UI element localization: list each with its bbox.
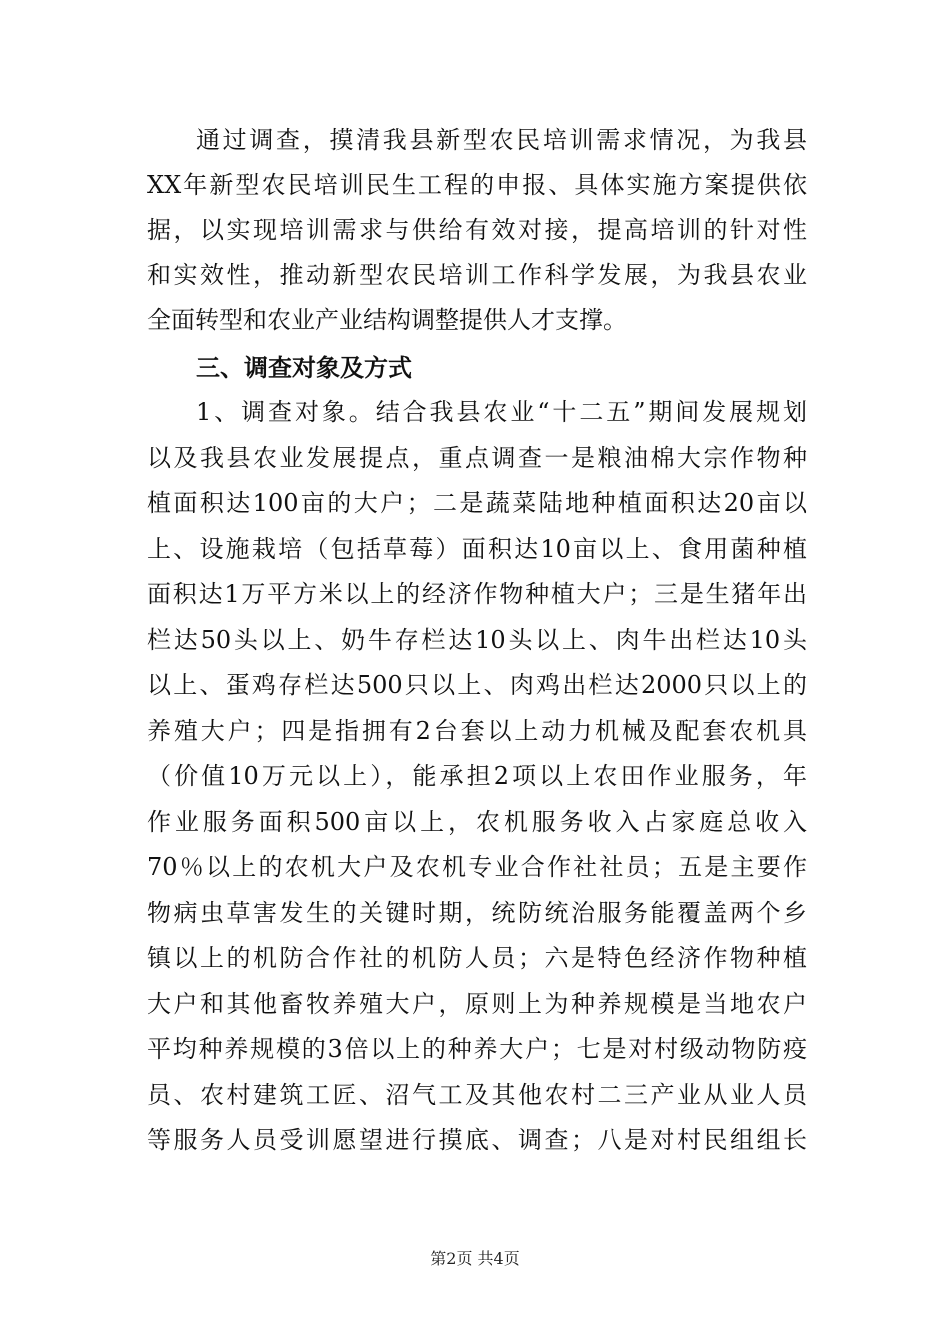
page-number: 第2页 共4页 bbox=[430, 1249, 520, 1268]
paragraph-line: 以上、蛋鸡存栏达500只以上、肉鸡出栏达2000只以上的 bbox=[147, 671, 807, 699]
paragraph-line: 据，以实现培训需求与供给有效对接，提高培训的针对性 bbox=[147, 216, 807, 244]
paragraph-line: 全面转型和农业产业结构调整提供人才支撑。 bbox=[147, 306, 627, 334]
paragraph-line: 70％以上的农机大户及农机专业合作社社员；五是主要作 bbox=[147, 853, 807, 881]
paragraph-line: 以及我县农业发展提点，重点调查一是粮油棉大宗作物种 bbox=[147, 444, 807, 472]
paragraph-line: 大户和其他畜牧养殖大户，原则上为种养规模是当地农户 bbox=[147, 990, 807, 1018]
paragraph-line: 物病虫草害发生的关键时期，统防统治服务能覆盖两个乡 bbox=[147, 899, 807, 927]
paragraph-line: 和实效性，推动新型农民培训工作科学发展，为我县农业 bbox=[147, 261, 807, 289]
paragraph-line: 面积达1万平方米以上的经济作物种植大户；三是生猪年出 bbox=[147, 580, 807, 608]
paragraph-line: 栏达50头以上、奶牛存栏达10头以上、肉牛出栏达10头 bbox=[147, 626, 807, 654]
paragraph-line: 作业服务面积500亩以上，农机服务收入占家庭总收入 bbox=[147, 808, 807, 836]
paragraph-line: XX年新型农民培训民生工程的申报、具体实施方案提供依 bbox=[147, 171, 807, 199]
paragraph-line: 镇以上的机防合作社的机防人员；六是特色经济作物种植 bbox=[147, 944, 807, 972]
paragraph-line: 员、农村建筑工匠、沼气工及其他农村二三产业从业人员 bbox=[147, 1081, 807, 1109]
paragraph-line: 平均种养规模的3倍以上的种养大户；七是对村级动物防疫 bbox=[147, 1035, 807, 1063]
section-heading: 三、调查对象及方式 bbox=[196, 354, 412, 382]
paragraph-line: 养殖大户；四是指拥有2台套以上动力机械及配套农机具 bbox=[147, 717, 807, 745]
paragraph-line: 1、调查对象。结合我县农业“十二五”期间发展规划 bbox=[196, 398, 807, 426]
paragraph-line: 植面积达100亩的大户；二是蔬菜陆地种植面积达20亩以 bbox=[147, 489, 807, 517]
paragraph-line: 上、设施栽培（包括草莓）面积达10亩以上、食用菌种植 bbox=[147, 535, 807, 563]
paragraph-line: 通过调查，摸清我县新型农民培训需求情况，为我县 bbox=[196, 126, 807, 154]
paragraph-line: （价值10万元以上），能承担2项以上农田作业服务，年 bbox=[147, 762, 807, 790]
paragraph-line: 等服务人员受训愿望进行摸底、调查；八是对村民组组长 bbox=[147, 1126, 807, 1154]
